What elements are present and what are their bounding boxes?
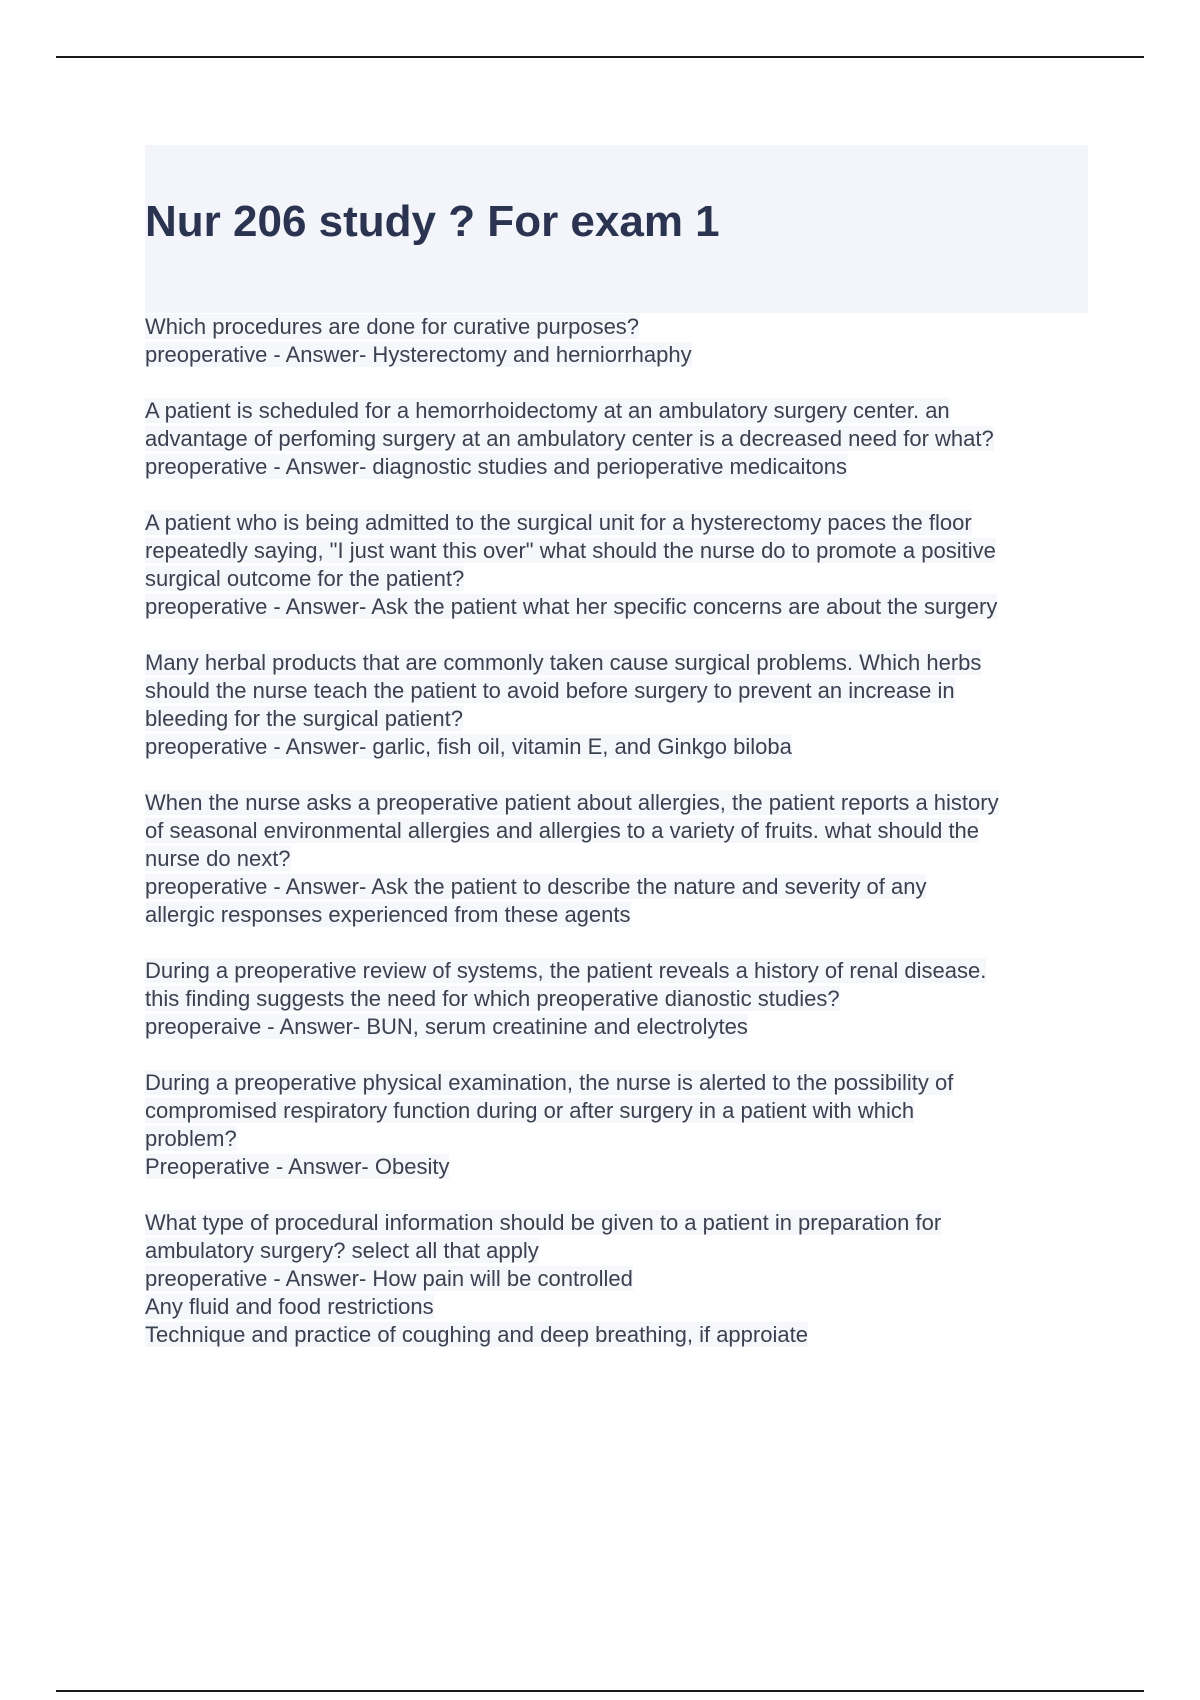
question-line: repeatedly saying, "I just want this over" what should the nurse do to promote a positive	[145, 538, 996, 563]
question-line: Which procedures are done for curative purposes?	[145, 314, 640, 339]
qa-item	[145, 1209, 1095, 1349]
document-title: Nur 206 study ? For exam 1	[145, 197, 720, 246]
answer-line: preoperative - Answer- garlic, fish oil, vitamin E, and Ginkgo biloba	[145, 734, 792, 759]
question-line: A patient who is being admitted to the surgical unit for a hysterectomy paces the floor	[145, 510, 972, 535]
question-line: this finding suggests the need for which preoperative dianostic studies?	[145, 986, 840, 1011]
question-line: advantage of perfoming surgery at an ambulatory center is a decreased need for what?	[145, 426, 994, 451]
qa-item	[145, 397, 1095, 481]
question-line: A patient is scheduled for a hemorrhoidectomy at an ambulatory surgery center. an	[145, 398, 950, 423]
question-line: compromised respiratory function during or after surgery in a patient with which	[145, 1098, 915, 1123]
answer-line: preoperative - Answer- Hysterectomy and herniorrhaphy	[145, 342, 692, 367]
qa-item	[145, 957, 1095, 1041]
question-line: What type of procedural information should be given to a patient in preparation for	[145, 1210, 942, 1235]
question-line: During a preoperative physical examination, the nurse is alerted to the possibility of	[145, 1070, 954, 1095]
question-line: surgical outcome for the patient?	[145, 566, 465, 591]
answer-line: Technique and practice of coughing and deep breathing, if approiate	[145, 1322, 808, 1347]
answer-line: preoperative - Answer- Ask the patient what her specific concerns are about the surgery	[145, 594, 998, 619]
qa-item	[145, 1069, 1095, 1181]
question-line: should the nurse teach the patient to avoid before surgery to prevent an increase in	[145, 678, 955, 703]
qa-list	[145, 313, 1095, 1377]
answer-line: preoperative - Answer- Ask the patient to describe the nature and severity of any	[145, 874, 927, 899]
question-line: bleeding for the surgical patient?	[145, 706, 463, 731]
question-line: problem?	[145, 1126, 237, 1151]
top-divider	[56, 56, 1144, 58]
question-line: During a preoperative review of systems, the patient reveals a history of renal disease.	[145, 958, 987, 983]
qa-item	[145, 789, 1095, 929]
question-line: ambulatory surgery? select all that apply	[145, 1238, 539, 1263]
question-line: nurse do next?	[145, 846, 291, 871]
question-line: Many herbal products that are commonly taken cause surgical problems. Which herbs	[145, 650, 982, 675]
answer-line: Preoperative - Answer- Obesity	[145, 1154, 450, 1179]
qa-item	[145, 649, 1095, 761]
qa-item	[145, 509, 1095, 621]
bottom-divider	[56, 1690, 1144, 1692]
qa-item	[145, 313, 1095, 369]
answer-line: preoperaive - Answer- BUN, serum creatinine and electrolytes	[145, 1014, 748, 1039]
answer-line: preoperative - Answer- diagnostic studies and perioperative medicaitons	[145, 454, 847, 479]
answer-line: Any fluid and food restrictions	[145, 1294, 434, 1319]
answer-line: preoperative - Answer- How pain will be controlled	[145, 1266, 633, 1291]
answer-line: allergic responses experienced from these agents	[145, 902, 631, 927]
question-line: When the nurse asks a preoperative patient about allergies, the patient reports a history	[145, 790, 999, 815]
question-line: of seasonal environmental allergies and allergies to a variety of fruits. what should the	[145, 818, 980, 843]
